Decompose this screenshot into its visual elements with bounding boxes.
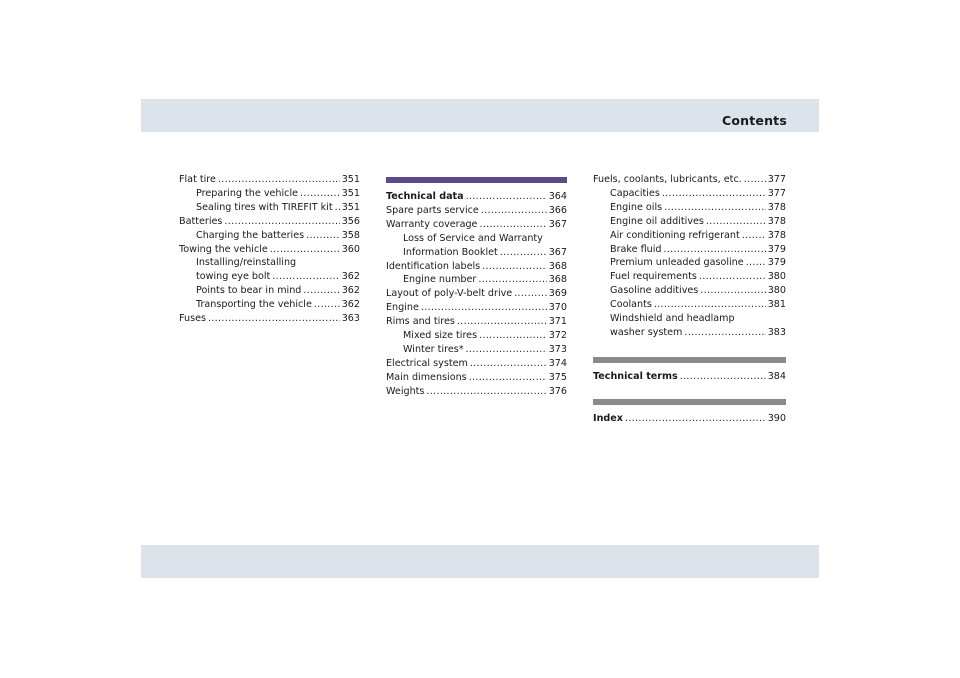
toc-entry-points-to-bear[interactable]: Points to bear in mind ..... 362	[179, 284, 360, 298]
toc-entry-fuel-requirements[interactable]: Fuel requirements ..... 380	[593, 270, 786, 284]
header-band	[141, 99, 819, 132]
toc-column-3	[593, 173, 786, 426]
toc-entry-tirefit[interactable]: Sealing tires with TIREFIT kit ..... 351	[179, 201, 360, 215]
toc-entry-main-dimensions[interactable]: Main dimensions ..... 375	[386, 371, 567, 385]
toc-entry-engine[interactable]: Engine ..... 370	[386, 301, 567, 315]
toc-entry-transporting[interactable]: Transporting the vehicle ..... 362	[179, 298, 360, 312]
toc-entry-preparing-vehicle[interactable]: Preparing the vehicle ..... 351	[179, 187, 360, 201]
toc-entry-spare-parts[interactable]: Spare parts service ..... 366	[386, 204, 567, 218]
toc-entry-flat-tire[interactable]: Flat tire ..... 351	[179, 173, 360, 187]
toc-column-1	[179, 173, 360, 326]
toc-entry-weights[interactable]: Weights ..... 376	[386, 385, 567, 399]
toc-entry-coolants[interactable]: Coolants ..... 381	[593, 298, 786, 312]
toc-column-2	[386, 177, 567, 399]
toc-entry-towing-eye-bolt[interactable]: towing eye bolt ..... 362	[179, 270, 360, 284]
toc-entry-engine-oils[interactable]: Engine oils ..... 378	[593, 201, 786, 215]
section-divider-technical-data	[386, 177, 567, 183]
toc-entry-charging-batteries[interactable]: Charging the batteries ..... 358	[179, 229, 360, 243]
page-title: Contents	[721, 113, 787, 128]
toc-entry-capacities[interactable]: Capacities ..... 377	[593, 187, 786, 201]
toc-section-technical-data[interactable]: Technical data ..... 364	[386, 190, 567, 204]
toc-entry-mixed-size-tires[interactable]: Mixed size tires ..... 372	[386, 329, 567, 343]
toc-entry-information-booklet[interactable]: Information Booklet ..... 367	[386, 246, 567, 260]
toc-entry-identification-labels[interactable]: Identification labels ..... 368	[386, 260, 567, 274]
footer-band	[141, 545, 819, 578]
toc-entry-gasoline-additives[interactable]: Gasoline additives ..... 380	[593, 284, 786, 298]
toc-entry-washer-system[interactable]: washer system ..... 383	[593, 326, 786, 340]
toc-entry-towing[interactable]: Towing the vehicle ..... 360	[179, 243, 360, 257]
toc-section-index[interactable]: Index ..... 390	[593, 412, 786, 426]
toc-entry-ac-refrigerant[interactable]: Air conditioning refrigerant ..... 378	[593, 229, 786, 243]
section-divider-index	[593, 399, 786, 405]
toc-entry-warranty[interactable]: Warranty coverage ..... 367	[386, 218, 567, 232]
toc-section-technical-terms[interactable]: Technical terms ..... 384	[593, 370, 786, 384]
toc-entry-winter-tires[interactable]: Winter tires* ..... 373	[386, 343, 567, 357]
toc-entry-poly-v-belt[interactable]: Layout of poly-V-belt drive ..... 369	[386, 287, 567, 301]
section-divider-technical-terms	[593, 357, 786, 363]
toc-entry-installing-line1[interactable]: Installing/reinstalling	[196, 257, 297, 269]
toc-entry-rims-tires[interactable]: Rims and tires ..... 371	[386, 315, 567, 329]
toc-entry-electrical-system[interactable]: Electrical system ..... 374	[386, 357, 567, 371]
toc-entry-loss-of-service-line1[interactable]: Loss of Service and Warranty	[403, 232, 543, 244]
toc-entry-brake-fluid[interactable]: Brake fluid ..... 379	[593, 243, 786, 257]
toc-entry-engine-number[interactable]: Engine number ..... 368	[386, 273, 567, 287]
toc-entry-batteries[interactable]: Batteries ..... 356	[179, 215, 360, 229]
toc-entry-fuels-coolants[interactable]: Fuels, coolants, lubricants, etc. ..... 377	[593, 173, 786, 187]
toc-entry-windshield-line1[interactable]: Windshield and headlamp	[610, 313, 735, 325]
toc-entry-fuses[interactable]: Fuses ..... 363	[179, 312, 360, 326]
toc-entry-engine-oil-additives[interactable]: Engine oil additives ..... 378	[593, 215, 786, 229]
toc-entry-premium-gasoline[interactable]: Premium unleaded gasoline ..... 379	[593, 256, 786, 270]
